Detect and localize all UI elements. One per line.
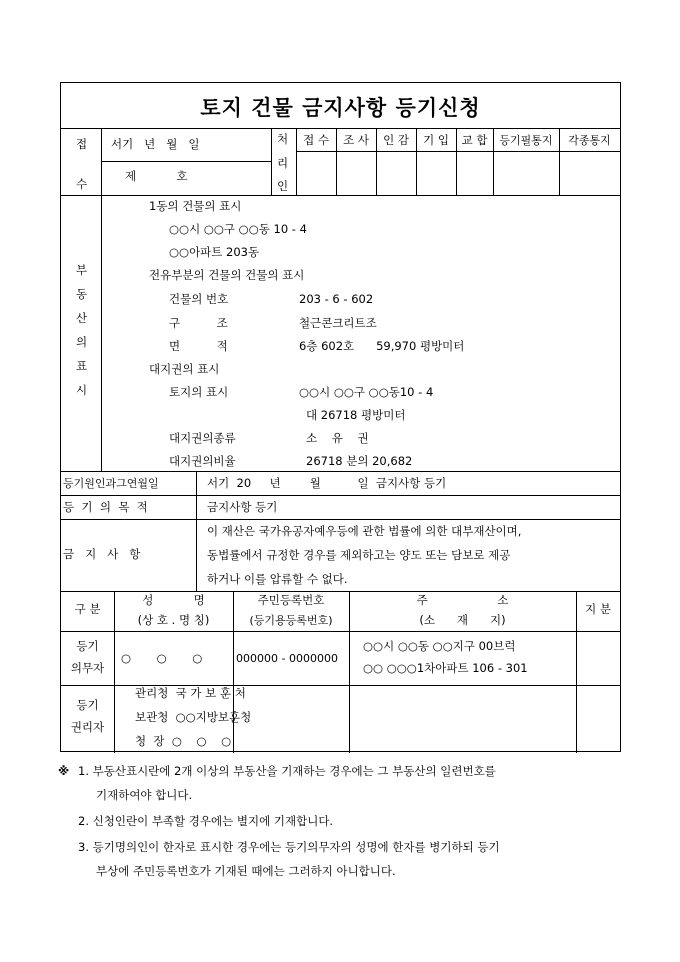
note-item: 1. 부동산표시란에 2개 이상의 부동산을 기재하는 경우에는 그 부동산의 일련번호를 (78, 764, 496, 778)
purpose-label: 등 기 의 목 적 (63, 500, 148, 514)
property-label-char: 동 (76, 287, 88, 301)
reception-label-top: 접 (76, 137, 88, 151)
structure-value: 철근콘크리트조 (299, 316, 377, 330)
area-label: 면 적 (169, 339, 228, 353)
form-title: 토지 건물 금지사항 등기신청 (200, 96, 481, 120)
purpose-divider (61, 519, 620, 520)
building-name: ○○아파트 203동 (169, 245, 260, 259)
stamp-column-header: 조 사 (343, 133, 369, 147)
left-label-column-line (101, 128, 102, 471)
processor-label: 리 (277, 156, 289, 170)
cause-value: 서기 20 년 월 일 금지사항 등기 (207, 476, 447, 490)
property-label-char: 시 (76, 383, 88, 397)
division-header: 구 분 (74, 602, 101, 616)
prohibition-divider (61, 591, 620, 592)
property-label-char: 부 (76, 263, 88, 277)
reception-date: 서기 년 월 일 (111, 137, 200, 151)
reception-divider (61, 195, 620, 196)
address-header: 주 소 (416, 593, 509, 607)
obligor-id: 000000 - 0000000 (236, 652, 338, 665)
reception-inner-divider (101, 161, 271, 162)
label-column-line (196, 471, 197, 591)
land-address: ○○시 ○○구 ○○동10 - 4 (299, 385, 434, 399)
cause-divider (61, 495, 620, 496)
id-subheader: (등기용등록번호) (249, 614, 333, 627)
prohibition-line: 이 재산은 국가유공자예우등에 관한 법률에 의한 대부재산이며, (207, 524, 522, 538)
registration-form (60, 82, 621, 752)
property-label-char: 표 (76, 359, 88, 373)
right-ratio-label: 대지권의비율 (169, 454, 236, 468)
prohibition-line: 동법률에서 규정한 경우를 제외하고는 양도 또는 담보로 제공 (207, 548, 511, 562)
unit-number-value: 203 - 6 - 602 (299, 292, 374, 306)
stamp-column-header: 교 합 (461, 133, 488, 147)
note-mark: ※ (58, 764, 70, 778)
obligor-label: 등기 (76, 639, 99, 653)
note-item: 기재하여야 합니다. (96, 788, 193, 802)
name-subheader: (상 호 . 명 칭) (137, 613, 210, 627)
holder-label: 권리자 (70, 720, 105, 734)
address-subheader: (소 재 지) (419, 613, 506, 627)
building-heading: 1동의 건물의 표시 (149, 199, 242, 213)
right-type-value: 소 유 권 (306, 431, 369, 445)
reception-number: 제 호 (125, 169, 188, 183)
right-type-label: 대지권의종류 (169, 431, 236, 445)
note-item: 2. 신청인란이 부족할 경우에는 별지에 기재합니다. (78, 814, 334, 828)
property-label-char: 산 (76, 311, 88, 325)
obligor-name: ○ ○ ○ (121, 651, 203, 665)
note-item: 부상에 주민등록번호가 기재된 때에는 그러하지 아니합니다. (96, 864, 396, 878)
land-label: 토지의 표시 (169, 385, 229, 399)
prohibition-line: 하거나 이를 압류할 수 없다. (207, 572, 348, 586)
stamp-column-header: 접 수 (303, 133, 329, 147)
processor-label: 인 (277, 179, 289, 193)
holder-line: 보관청 ○○지방보훈청 (135, 710, 252, 724)
unit-heading: 전유부분의 건물의 건물의 표시 (149, 268, 305, 282)
building-address: ○○시 ○○구 ○○동 10 - 4 (169, 222, 307, 236)
processor-line-left (271, 128, 272, 195)
processor-label: 처 (277, 132, 289, 146)
holder-line: 청 장 ○ ○ ○ (135, 734, 232, 748)
holder-line: 관리청 국 가 보 훈 처 (135, 686, 246, 700)
stamp-header-divider (296, 151, 620, 152)
right-ratio-value: 26718 분의 20,682 (306, 454, 413, 468)
obligor-label: 의무자 (70, 661, 105, 675)
note-item: 3. 등기명의인이 한자로 표시한 경우에는 등기의무자의 성명에 한자를 병기하되 등기 (78, 840, 500, 854)
obligor-address: ○○ ○○○1차아파트 106 - 301 (363, 661, 528, 675)
name-header: 성 명 (142, 593, 205, 607)
stamp-column-header: 각종통지 (568, 134, 611, 147)
land-area: 대 26718 평방미터 (306, 408, 406, 422)
holder-label: 등기 (76, 698, 99, 712)
prohibition-label: 금 지 사 항 (63, 547, 141, 561)
property-divider (61, 471, 620, 472)
land-right-heading: 대지권의 표시 (149, 362, 220, 376)
unit-number-label: 건물의 번호 (169, 292, 229, 306)
share-header: 지 분 (585, 602, 611, 616)
reception-label-bottom: 수 (76, 177, 88, 191)
area-value: 6층 602호 59,970 평방미터 (299, 339, 465, 353)
id-header: 주민등록번호 (257, 593, 325, 607)
structure-label: 구 조 (169, 316, 228, 330)
property-label-char: 의 (76, 335, 88, 349)
stamp-column-header: 인 감 (383, 133, 409, 147)
obligor-address: ○○시 ○○동 ○○지구 00브럭 (363, 639, 516, 653)
party-header-divider (61, 631, 620, 632)
cause-label: 등기원인과그연월일 (63, 477, 159, 490)
title-divider (61, 128, 620, 129)
stamp-column-header: 기 입 (423, 133, 449, 147)
stamp-column-header: 등기필통지 (499, 134, 553, 147)
purpose-value: 금지사항 등기 (207, 500, 278, 514)
